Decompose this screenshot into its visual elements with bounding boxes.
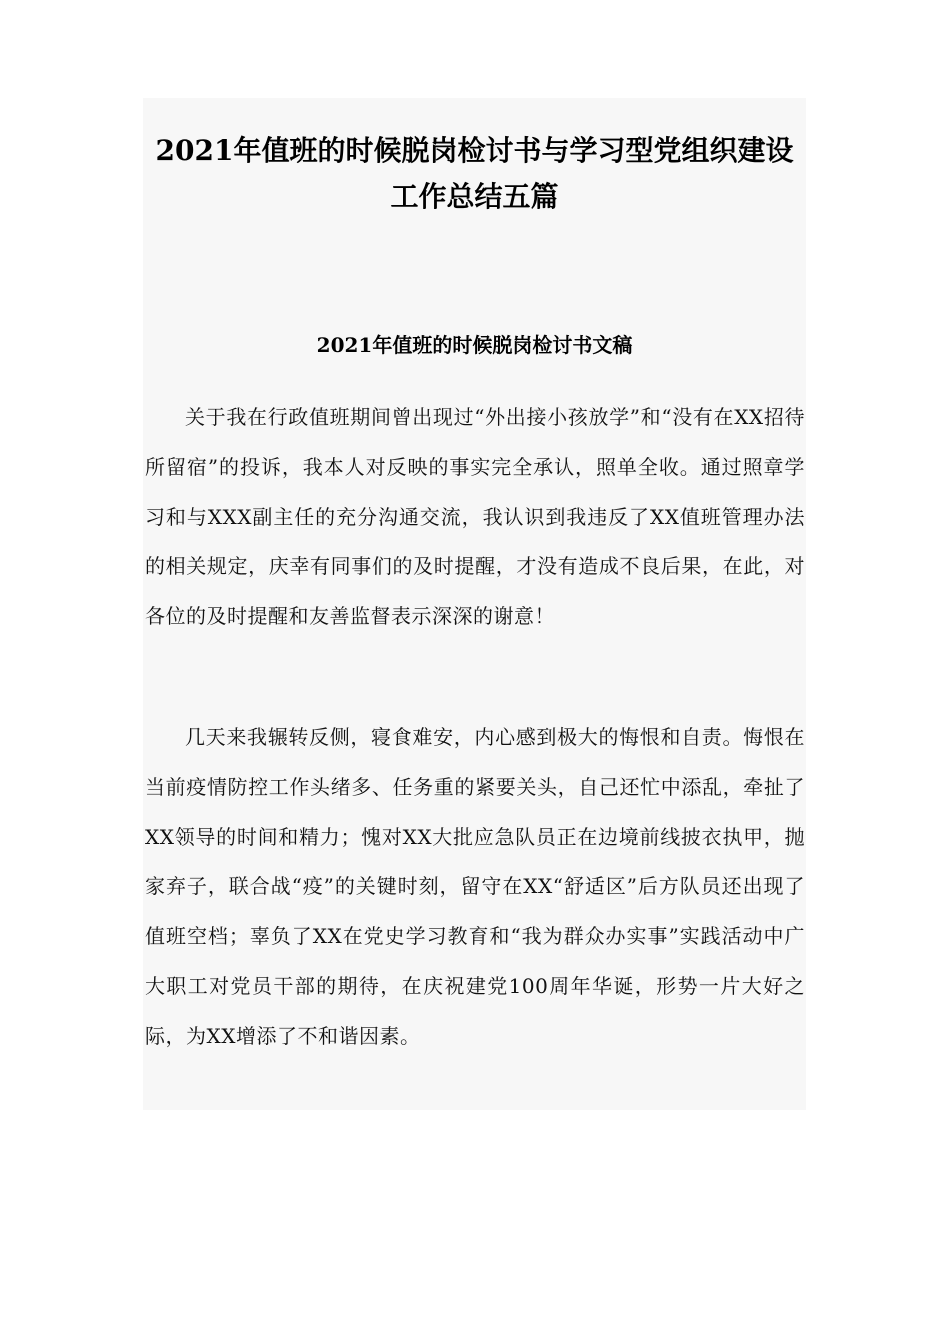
document-title	[143, 128, 806, 220]
document-title-line-2: 工作总结五篇	[390, 180, 559, 213]
body-paragraph-1: 关于我在行政值班期间曾出现过“外出接小孩放学”和“没有在XX招待所留宿”的投诉，我本人对反映的事实完全承认，照单全收。通过照章学习和与XXX副主任的充分沟通交流，我认识到我违反了XX值班管理办法的相关规定，庆幸有同事们的及时提醒，才没有造成不良后果，在此，对各位的及时提醒和友善监督表示深深的谢意！	[145, 405, 805, 629]
section-heading: 2021年值班的时候脱岗检讨书文稿	[316, 333, 633, 357]
body-paragraph-2: 几天来我辗转反侧，寝食难安，内心感到极大的悔恨和自责。悔恨在当前疫情防控工作头绪多、任务重的紧要关头，自己还忙中添乱，牵扯了XX领导的时间和精力；愧对XX大批应急队员正在边境前线披衣执甲，抛家弃子，联合战“疫”的关键时刻，留守在XX“舒适区”后方队员还出现了值班空档；辜负了XX在党史学习教育和“我为群众办实事”实践活动中广大职工对党员干部的期待，在庆祝建党100周年华诞，形势一片大好之际，为XX增添了不和谐因素。	[145, 725, 805, 1048]
document-title-line-1: 2021年值班的时候脱岗检讨书与学习型党组织建设	[155, 134, 794, 167]
